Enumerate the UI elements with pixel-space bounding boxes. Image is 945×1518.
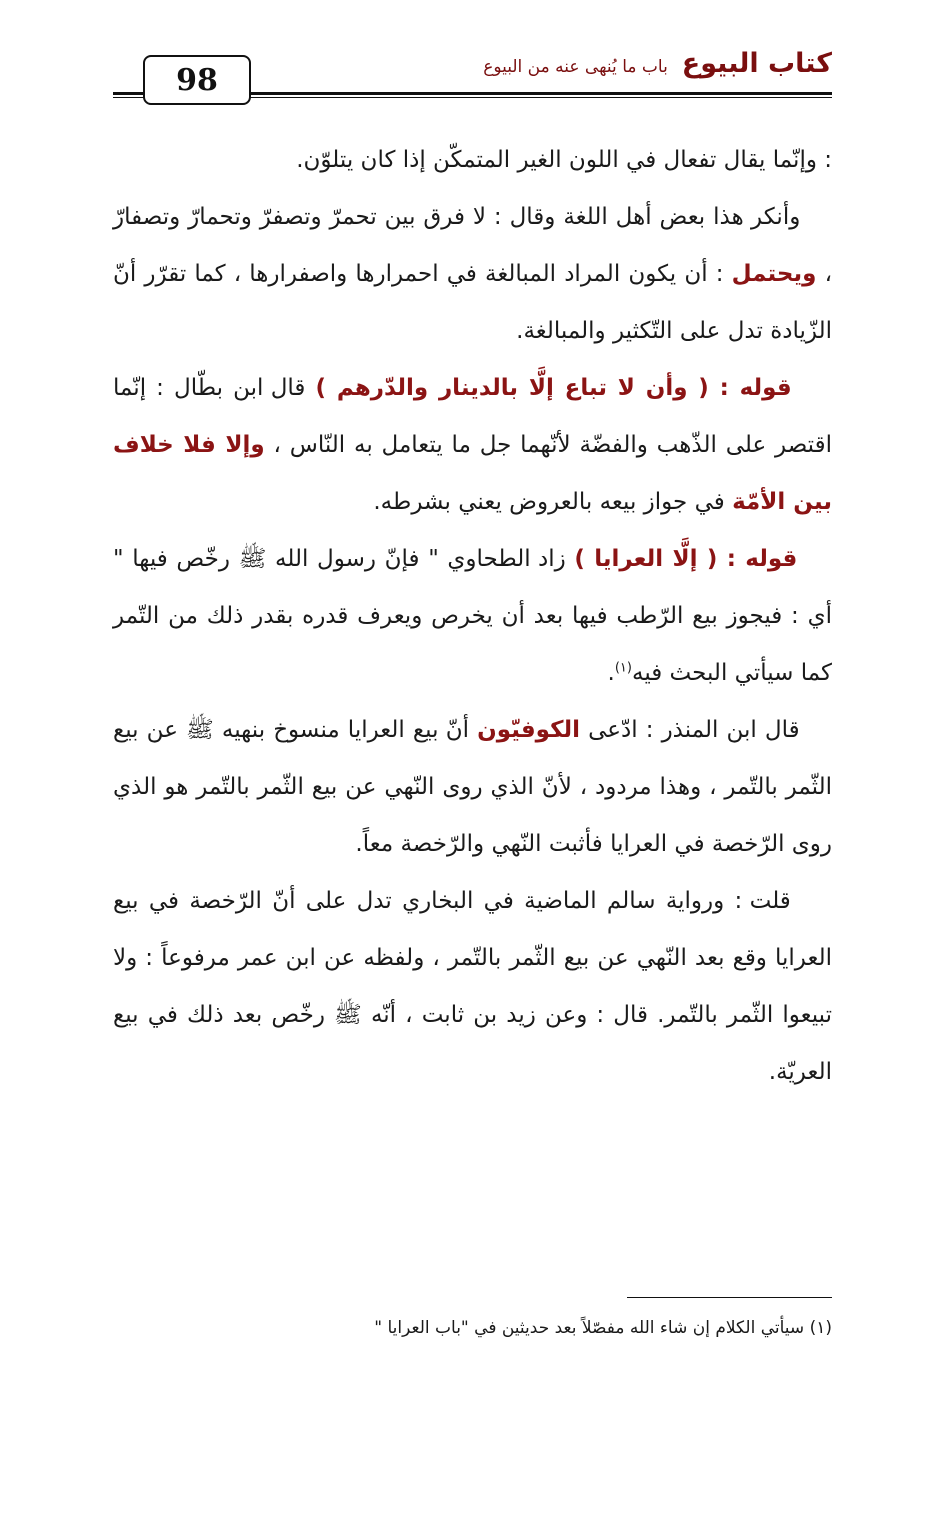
paragraph-2-text: وأنكر هذا بعض أهل اللغة وقال : لا فرق بين تحمرّ وتصفرّ وتحمارّ وتصفارّ ، xyxy=(113,204,833,287)
paragraph-1-text: : وإنّما يقال تفعال في اللون الغير المتمكّن إذا كان يتلوّن. xyxy=(296,147,832,173)
paragraph-4: قوله : ( إلَّا العرايا ) زاد الطحاوي " فإنّ رسول الله ﷺ رخّص فيها " أي : فيجوز بيع الرّطب فيها بعد أن يخرص ويعرف قدره بقدر ذلك من التّمر كما سيأتي البحث فيه$^{(١)}$. xyxy=(113,546,832,686)
paragraph-5-highlight: الكوفيّون xyxy=(477,717,580,743)
paragraph-2 xyxy=(113,189,832,360)
footnote-rule xyxy=(627,1297,832,1298)
paragraph-3-rest: في جواز بيعه بالعروض يعني بشرطه. xyxy=(373,489,725,515)
paragraph-4-label: قوله : ( إلَّا العرايا ) xyxy=(574,546,798,572)
paragraph-3 xyxy=(113,360,832,531)
paragraph-5 xyxy=(113,702,832,873)
paragraph-3-highlight: وإلا فلا خلاف بين الأمّة xyxy=(113,432,832,515)
paragraph-5-text-a: قال ابن المنذر : ادّعى xyxy=(588,717,800,743)
paragraph-1 xyxy=(113,132,832,189)
paragraph-3-text: قال ابن بطّال : إنّما اقتصر على الذّهب والفضّة لأنّهما جل ما يتعامل به النّاس ، xyxy=(113,375,832,458)
paragraph-5-text-b: أنّ بيع العرايا منسوخ بنهيه ﷺ عن بيع الثّمر بالتّمر ، وهذا مردود ، لأنّ الذي روى النّهي عن بيع الثّمر بالتّمر هو الذي روى الرّخصة في العرايا فأثبت النّهي والرّخصة معاً. xyxy=(113,717,832,857)
footnote-marker[interactable]: (١) xyxy=(614,660,632,676)
book-title: كتاب البيوع xyxy=(681,48,832,79)
paragraph-4-text: زاد الطحاوي " فإنّ رسول الله ﷺ رخّص فيها " أي : فيجوز بيع الرّطب فيها بعد أن يخرص ويعرف قدره بقدر ذلك من التّمر كما سيأتي البحث فيه xyxy=(113,546,832,686)
running-header xyxy=(483,48,832,79)
paragraph-3-label: قوله : ( وأن لا تباع إلَّا بالدينار والدّرهم ) xyxy=(315,375,792,401)
footnote: (١) سيأتي الكلام إن شاء الله مفصّلاً بعد حديثين في "باب العرايا " xyxy=(374,1318,832,1338)
page-number: 98 xyxy=(143,55,251,105)
main-text xyxy=(113,132,832,1101)
paragraph-6-text: قلت : ورواية سالم الماضية في البخاري تدل على أنّ الرّخصة في بيع العرايا وقع بعد النّهي عن بيع الثّمر بالتّمر ، ولفظه عن ابن عمر مرفوعاً : ولا تبيعوا الثّمر بالتّمر. قال : وعن زيد بن ثابت ، أنّه ﷺ رخّص بعد ذلك في بيع العريّة. xyxy=(113,888,832,1085)
paragraph-2-rest: : أن يكون المراد المبالغة في احمرارها واصفرارها ، كما تقرّر أنّ الزّيادة تدل على التّكثير والمبالغة. xyxy=(113,261,832,344)
paragraph-6 xyxy=(113,873,832,1101)
paragraph-2-highlight: ويحتمل xyxy=(731,261,817,287)
chapter-title: باب ما يُنهى عنه من البيوع xyxy=(483,57,668,77)
